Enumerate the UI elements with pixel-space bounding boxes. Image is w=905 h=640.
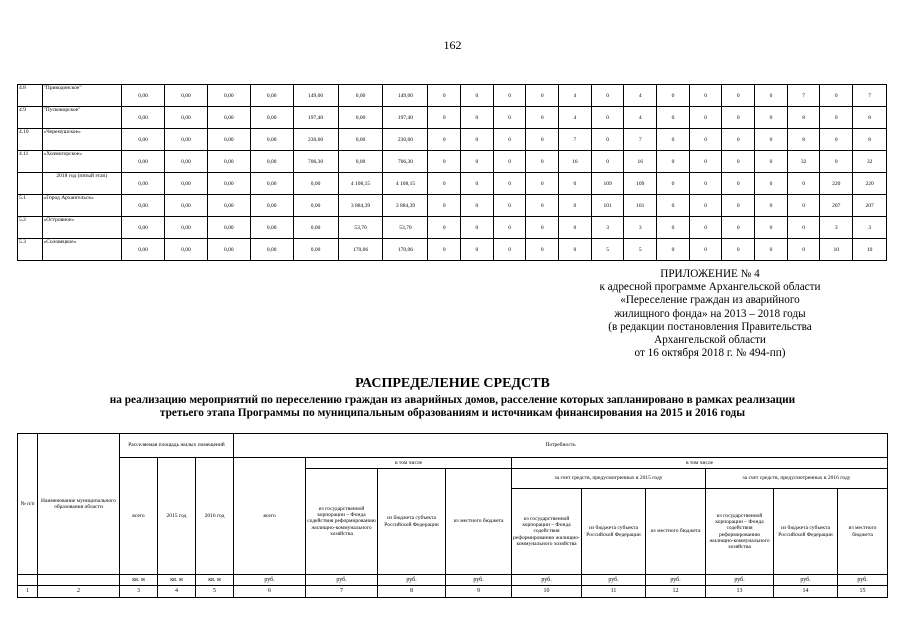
header-2016: за счет средств, предусмотренных в 2016 году — [706, 469, 888, 489]
unit-cell: руб. — [306, 575, 378, 586]
table-cell: 0 — [461, 173, 494, 195]
table-cell: 0,00 — [293, 173, 338, 195]
table-cell: 4 — [559, 85, 592, 107]
table-cell: 0 — [820, 151, 853, 173]
table-cell: 0,00 — [207, 239, 250, 261]
table-cell: 0 — [657, 85, 690, 107]
table-cell: 8 — [853, 107, 887, 129]
table-cell: 32 — [787, 151, 820, 173]
table-cell: 0,00 — [165, 239, 208, 261]
table-cell: 0,00 — [338, 151, 383, 173]
table-cell: 0 — [689, 129, 722, 151]
appendix-line: ПРИЛОЖЕНИЕ № 4 — [660, 268, 760, 280]
table-cell: 0 — [755, 129, 788, 151]
row-municipality: 2018 год (пятый этап) — [42, 173, 122, 195]
table-cell: 0 — [428, 195, 461, 217]
table-cell: 0,00 — [250, 151, 293, 173]
table-cell: 207 — [853, 195, 887, 217]
table-cell: 0 — [787, 217, 820, 239]
table-cell: 101 — [624, 195, 657, 217]
row-municipality: «Город Архангельск» — [42, 195, 122, 217]
table-cell: 0,00 — [338, 129, 383, 151]
table-cell: 4 — [559, 107, 592, 129]
unit-cell: руб. — [838, 575, 888, 586]
distribution-table — [17, 433, 888, 598]
table-cell: 706,30 — [293, 151, 338, 173]
table-cell: 0 — [461, 107, 494, 129]
table-cell: 0 — [689, 173, 722, 195]
table-cell: 4 108,15 — [383, 173, 428, 195]
table-cell: 0 — [461, 129, 494, 151]
table-cell: 0 — [428, 173, 461, 195]
table-cell: 0 — [591, 85, 624, 107]
table-cell: 0 — [689, 217, 722, 239]
table-cell: 0 — [820, 107, 853, 129]
table-cell: 3 — [624, 217, 657, 239]
unit-cell: кв. м — [120, 575, 158, 586]
table-cell: 0 — [559, 195, 592, 217]
table-row — [18, 107, 887, 129]
table-row — [18, 173, 887, 195]
table-cell: 5 — [624, 239, 657, 261]
row-number: 4.8 — [18, 85, 43, 107]
table-cell: 4 — [624, 85, 657, 107]
column-number: 5 — [196, 586, 234, 598]
table-cell: 101 — [591, 195, 624, 217]
header-2015-region: из бюджета субъекта Российской Федерации — [582, 489, 646, 575]
table-row — [18, 85, 887, 107]
table-cell: 3 884,39 — [383, 195, 428, 217]
table-cell: 197,40 — [383, 107, 428, 129]
table-cell: 0 — [722, 129, 755, 151]
table-cell: 0 — [787, 239, 820, 261]
header-fund: из государственной корпорации – Фонда содействия реформированию жилищно-коммунального хозяйства — [306, 469, 378, 575]
header-area-2015: 2015 год — [158, 458, 196, 575]
table-cell: 0 — [689, 107, 722, 129]
table-cell: 0 — [657, 151, 690, 173]
table-cell: 53,70 — [338, 217, 383, 239]
unit-cell: руб. — [582, 575, 646, 586]
unit-cell: кв. м — [196, 575, 234, 586]
header-2016-region: из бюджета субъекта Российской Федерации — [774, 489, 838, 575]
row-number: 4.10 — [18, 129, 43, 151]
table-cell: 0 — [755, 107, 788, 129]
subtitle-line: третьего этапа Программы по муниципальным образованиям и источникам финансирования на 2015 и 2016 годы — [159, 407, 746, 419]
table-cell: 0 — [820, 85, 853, 107]
table-cell: 0,00 — [250, 129, 293, 151]
unit-cell: руб. — [378, 575, 446, 586]
row-number: 5.3 — [18, 239, 43, 261]
appendix-line: от 16 октября 2018 г. № 494-пп) — [634, 347, 786, 360]
table-cell: 706,30 — [383, 151, 428, 173]
row-municipality: «Островное» — [42, 217, 122, 239]
table-cell: 0,00 — [250, 107, 293, 129]
header-incl2: в том числе — [512, 458, 888, 469]
table-cell: 0 — [428, 217, 461, 239]
units-blank — [18, 575, 38, 586]
table-cell: 0,00 — [122, 173, 165, 195]
table-cell: 0 — [526, 107, 559, 129]
table-cell: 0 — [657, 173, 690, 195]
table-cell: 5 — [591, 239, 624, 261]
header-2016-local: из местного бюджета — [838, 489, 888, 575]
table-cell: 0,00 — [122, 129, 165, 151]
table-cell: 0 — [820, 129, 853, 151]
table-cell: 0 — [428, 129, 461, 151]
column-number: 11 — [582, 586, 646, 598]
table-cell: 230,60 — [293, 129, 338, 151]
table-cell: 0 — [461, 85, 494, 107]
header-area: Расселяемая площадь жилых помещений — [120, 434, 234, 458]
appendix-line: жилищного фонда» на 2013 – 2018 годы — [614, 307, 806, 320]
row-municipality: «Холмогорское» — [42, 151, 122, 173]
table-row — [18, 151, 887, 173]
table-cell: 7 — [624, 129, 657, 151]
header-region: из бюджета субъекта Российской Федерации — [378, 469, 446, 575]
table-cell: 10 — [820, 239, 853, 261]
table-cell: 0 — [657, 217, 690, 239]
table-cell: 0,00 — [250, 217, 293, 239]
table-cell: 16 — [559, 151, 592, 173]
column-number: 1 — [18, 586, 38, 598]
table-cell: 0 — [657, 239, 690, 261]
column-number: 15 — [838, 586, 888, 598]
table-cell: 0,00 — [122, 195, 165, 217]
table-cell: 207 — [820, 195, 853, 217]
column-number: 9 — [446, 586, 512, 598]
table-cell: 0 — [722, 107, 755, 129]
header-2016-fund: из государственной корпорации – Фонда содействия реформированию жилищно-коммунального хозяйства — [706, 489, 774, 575]
subtitle-line: на реализацию мероприятий по переселению граждан из аварийных домов, расселение которых запланировано в рамках реализации — [109, 394, 796, 406]
header-num: № п/п — [18, 434, 38, 575]
units-blank — [38, 575, 120, 586]
unit-cell: руб. — [512, 575, 582, 586]
unit-cell: руб. — [646, 575, 706, 586]
row-number — [18, 173, 43, 195]
table-cell: 0,00 — [207, 85, 250, 107]
table-cell: 0,00 — [207, 173, 250, 195]
table-cell: 0,00 — [207, 217, 250, 239]
row-municipality: "Пусковорское" — [42, 107, 122, 129]
column-number: 2 — [38, 586, 120, 598]
unit-cell: руб. — [706, 575, 774, 586]
table-cell: 170,06 — [338, 239, 383, 261]
header-need: Потребность — [234, 434, 888, 458]
header-municipality: Наименование муниципального образования области — [38, 434, 120, 575]
table-cell: 8 — [853, 129, 887, 151]
table-cell: 0 — [722, 85, 755, 107]
table-cell: 0 — [428, 107, 461, 129]
table-cell: 0,00 — [165, 195, 208, 217]
table-cell: 0,00 — [207, 129, 250, 151]
table-cell: 0 — [493, 107, 526, 129]
document-subtitle — [40, 394, 865, 420]
table-cell: 0 — [493, 239, 526, 261]
table-cell: 0 — [657, 195, 690, 217]
table-cell: 0 — [493, 85, 526, 107]
page-number: 162 — [443, 38, 462, 52]
table-cell: 0,00 — [207, 151, 250, 173]
table-cell: 0 — [526, 195, 559, 217]
table-cell: 0,00 — [165, 151, 208, 173]
header-area-2016: 2016 год — [196, 458, 234, 575]
table-cell: 0 — [657, 129, 690, 151]
table-cell: 0 — [689, 85, 722, 107]
table-cell: 3 — [853, 217, 887, 239]
table-cell: 0 — [722, 173, 755, 195]
appendix-line: Архангельской области — [654, 334, 766, 347]
table-cell: 0 — [722, 151, 755, 173]
table-cell: 0,00 — [293, 195, 338, 217]
table-cell: 3 — [820, 217, 853, 239]
appendix-line: к адресной программе Архангельской области — [599, 281, 821, 294]
table-cell: 8 — [787, 129, 820, 151]
header-2015-local: из местного бюджета — [646, 489, 706, 575]
table-cell: 0,00 — [250, 85, 293, 107]
table-cell: 149,00 — [383, 85, 428, 107]
table-cell: 0 — [428, 239, 461, 261]
table-cell: 3 884,39 — [338, 195, 383, 217]
table-cell: 0,00 — [122, 217, 165, 239]
table-cell: 230,60 — [383, 129, 428, 151]
table-cell: 0 — [461, 195, 494, 217]
unit-cell: руб. — [234, 575, 306, 586]
table-cell: 0 — [755, 151, 788, 173]
row-number: 4.11 — [18, 151, 43, 173]
row-municipality: "Приводинское" — [42, 85, 122, 107]
table-cell: 170,06 — [383, 239, 428, 261]
table-cell: 0,00 — [293, 239, 338, 261]
table-cell: 0 — [787, 195, 820, 217]
column-number: 7 — [306, 586, 378, 598]
row-municipality: «Соловецкое» — [42, 239, 122, 261]
table-cell: 0,00 — [338, 85, 383, 107]
table-cell: 0 — [755, 195, 788, 217]
table-cell: 0 — [526, 239, 559, 261]
table-cell: 53,70 — [383, 217, 428, 239]
table-cell: 0 — [493, 129, 526, 151]
table-cell: 0 — [591, 107, 624, 129]
header-incl: в том числе — [306, 458, 512, 469]
header-need-total: всего — [234, 458, 306, 575]
table-cell: 0 — [591, 129, 624, 151]
table-cell: 3 — [591, 217, 624, 239]
table-cell: 0,00 — [122, 151, 165, 173]
column-number: 4 — [158, 586, 196, 598]
row-number: 4.9 — [18, 107, 43, 129]
table-cell: 0 — [493, 173, 526, 195]
table-cell: 0 — [428, 85, 461, 107]
unit-cell: кв. м — [158, 575, 196, 586]
table-cell: 7 — [853, 85, 887, 107]
table-cell: 0,00 — [122, 239, 165, 261]
header-2015: за счет средств, предусмотренных в 2015 году — [512, 469, 706, 489]
table-cell: 0,00 — [165, 217, 208, 239]
appendix-line: «Переселение граждан из аварийного — [620, 294, 800, 307]
table-cell: 0 — [526, 217, 559, 239]
table-cell: 0 — [689, 195, 722, 217]
table-cell: 0 — [689, 151, 722, 173]
table-cell: 0,00 — [250, 239, 293, 261]
appendix-header — [545, 268, 875, 360]
table-cell: 0,00 — [122, 107, 165, 129]
table-cell: 149,00 — [293, 85, 338, 107]
table-row — [18, 195, 887, 217]
table-cell: 0,00 — [165, 129, 208, 151]
row-number: 5.1 — [18, 195, 43, 217]
table-cell: 0 — [755, 239, 788, 261]
column-number: 6 — [234, 586, 306, 598]
unit-cell: руб. — [774, 575, 838, 586]
table-cell: 220 — [853, 173, 887, 195]
table-cell: 0 — [526, 151, 559, 173]
column-number: 10 — [512, 586, 582, 598]
table-cell: 0,00 — [250, 195, 293, 217]
table-cell: 0 — [461, 239, 494, 261]
table-cell: 8 — [787, 107, 820, 129]
table-cell: 0 — [526, 173, 559, 195]
table-cell: 0,00 — [293, 217, 338, 239]
table-cell: 4 — [624, 107, 657, 129]
table-cell: 0,00 — [165, 173, 208, 195]
column-number: 14 — [774, 586, 838, 598]
table-cell: 0 — [493, 151, 526, 173]
table-cell: 0 — [526, 129, 559, 151]
unit-cell: руб. — [446, 575, 512, 586]
table-cell: 0 — [722, 239, 755, 261]
table-cell: 10 — [853, 239, 887, 261]
table-cell: 0 — [493, 217, 526, 239]
table-cell: 0 — [591, 151, 624, 173]
table-cell: 0,00 — [250, 173, 293, 195]
header-local: из местного бюджета — [446, 469, 512, 575]
table-cell: 0 — [559, 217, 592, 239]
table-cell: 220 — [820, 173, 853, 195]
table-cell: 0 — [657, 107, 690, 129]
continuation-table — [17, 84, 887, 261]
table-cell: 0 — [461, 217, 494, 239]
table-cell: 0,00 — [165, 107, 208, 129]
row-municipality: «Черемушское» — [42, 129, 122, 151]
header-area-total: всего — [120, 458, 158, 575]
table-cell: 0 — [493, 195, 526, 217]
table-cell: 0 — [755, 85, 788, 107]
column-number: 12 — [646, 586, 706, 598]
column-number: 8 — [378, 586, 446, 598]
appendix-line: (в редакции постановления Правительства — [608, 320, 812, 333]
column-number: 3 — [120, 586, 158, 598]
table-cell: 0 — [559, 173, 592, 195]
table-cell: 0 — [689, 239, 722, 261]
table-cell: 0 — [722, 195, 755, 217]
column-number: 13 — [706, 586, 774, 598]
table-cell: 0 — [526, 85, 559, 107]
table-cell: 0 — [461, 151, 494, 173]
table-cell: 0 — [755, 173, 788, 195]
header-2015-fund: из государственной корпорации – Фонда содействия реформированию жилищно-коммунального хозяйства — [512, 489, 582, 575]
table-cell: 197,40 — [293, 107, 338, 129]
table-cell: 32 — [853, 151, 887, 173]
table-cell: 0 — [787, 173, 820, 195]
row-number: 5.2 — [18, 217, 43, 239]
table-cell: 7 — [559, 129, 592, 151]
table-cell: 0 — [722, 217, 755, 239]
table-cell: 0 — [559, 239, 592, 261]
table-cell: 0 — [755, 217, 788, 239]
table-cell: 0 — [428, 151, 461, 173]
document-title: РАСПРЕДЕЛЕНИЕ СРЕДСТВ — [355, 376, 550, 391]
table-row — [18, 129, 887, 151]
table-cell: 109 — [591, 173, 624, 195]
table-row — [18, 217, 887, 239]
table-cell: 16 — [624, 151, 657, 173]
table-cell: 4 108,15 — [338, 173, 383, 195]
table-cell: 0,00 — [207, 107, 250, 129]
table-cell: 109 — [624, 173, 657, 195]
table-cell: 0,00 — [122, 85, 165, 107]
table-cell: 0,00 — [207, 195, 250, 217]
table-cell: 7 — [787, 85, 820, 107]
table-cell: 0,00 — [165, 85, 208, 107]
table-row — [18, 239, 887, 261]
table-cell: 0,00 — [338, 107, 383, 129]
